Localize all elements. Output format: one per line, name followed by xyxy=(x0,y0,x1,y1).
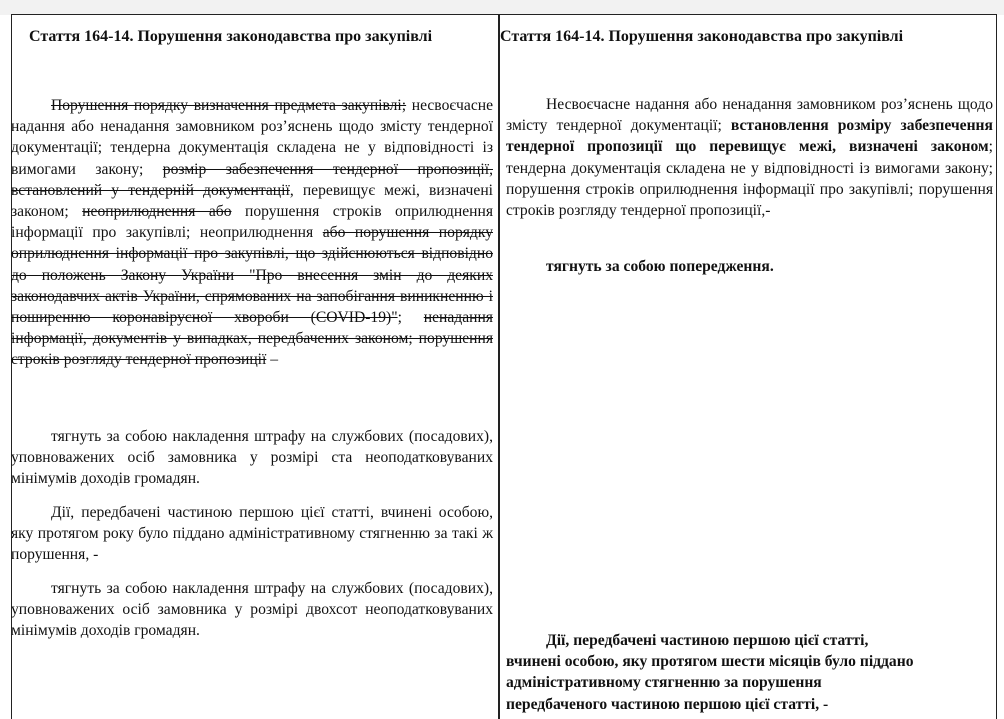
column-divider xyxy=(498,14,500,719)
right-paragraph-1-run: встановлення розміру забезпечення тендерної пропозиції що перевищує межі, визначені законом xyxy=(506,117,993,156)
left-paragraph-1-run: ненадання інформації, документів у випадках, передбачених законом; порушення строків розгляду тендерної пропозиції xyxy=(11,309,493,369)
right-paragraph-3-line: адміністративному стягненню за порушення xyxy=(506,674,822,692)
left-paragraph-3 xyxy=(11,502,493,566)
left-paragraph-2 xyxy=(11,426,493,490)
left-paragraph-1-run: ; xyxy=(397,309,424,327)
left-heading: Стаття 164-14. Порушення законодавства про закупівлі xyxy=(29,28,433,45)
left-paragraph-3-text: Дії, передбачені частиною першою цієї статті, вчинені особою, яку протягом року було піддано адміністративному стягненню за такі ж порушення, - xyxy=(11,504,493,564)
left-paragraph-1-run: – xyxy=(266,351,279,369)
left-paragraph-4 xyxy=(11,578,493,642)
right-paragraph-2 xyxy=(506,256,993,277)
left-paragraph-1-run: розмір забезпечення тендерної пропозиції, встановлений у тендерній документації xyxy=(11,160,493,199)
right-paragraph-1-run: Несвоєчасне надання або ненадання замовником роз’яснень щодо змісту тендерної документації; xyxy=(506,96,993,135)
right-paragraph-1 xyxy=(506,94,993,221)
left-paragraph-1-run: несвоєчасне надання або ненадання замовником роз’яснень щодо змісту тендерної документації; тендерна документація складена не у відповідності із вимогами закону; xyxy=(11,97,494,178)
right-paragraph-2-text: тягнуть за собою попередження. xyxy=(546,258,774,275)
right-paragraph-3 xyxy=(506,630,993,715)
left-paragraph-2-text: тягнуть за собою накладення штрафу на службових (посадових), уповноважених осіб замовника у розмірі ста неоподатковуваних мінімумів доходів громадян. xyxy=(11,428,493,488)
left-paragraph-1-run: Порушення порядку визначення предмета закупівлі; xyxy=(51,97,407,114)
left-paragraph-1-run: неоприлюднення або xyxy=(82,203,232,221)
right-heading: Стаття 164-14. Порушення законодавства про закупівлі xyxy=(500,28,904,45)
left-paragraph-1-run: , перевищує межі, визначені законом; xyxy=(11,181,493,221)
right-paragraph-3-line: передбаченого частиною першою цієї статті, - xyxy=(506,695,829,713)
top-strip xyxy=(0,0,1004,15)
left-paragraph-1-run: або порушення порядку оприлюднення інформації про закупівлі, що здійснюються відповідно до положень Закону України "Про внесення змін до деяких законодавчих актів України, спрямованих на запобігання виникненню і поширенню коронавірусної хвороби (COVID-19)" xyxy=(11,224,493,327)
left-paragraph-1 xyxy=(11,95,493,371)
left-paragraph-1-run: порушення строків оприлюднення інформації про закупівлі; неоприлюднення xyxy=(11,203,493,242)
right-paragraph-1-run: ; тендерна документація складена не у відповідності із вимогами закону; порушення строків оприлюднення інформації про закупівлі; порушення строків розгляду тендерної пропозиції,- xyxy=(506,138,993,220)
left-paragraph-4-text: тягнуть за собою накладення штрафу на службових (посадових), уповноважених осіб замовника у розмірі двохсот неоподатковуваних мінімумів доходів громадян. xyxy=(11,580,493,640)
right-paragraph-3-line: Дії, передбачені частиною першою цієї статті, xyxy=(546,632,869,649)
right-paragraph-3-line: вчинені особою, яку протягом шести місяців було піддано xyxy=(506,653,914,671)
